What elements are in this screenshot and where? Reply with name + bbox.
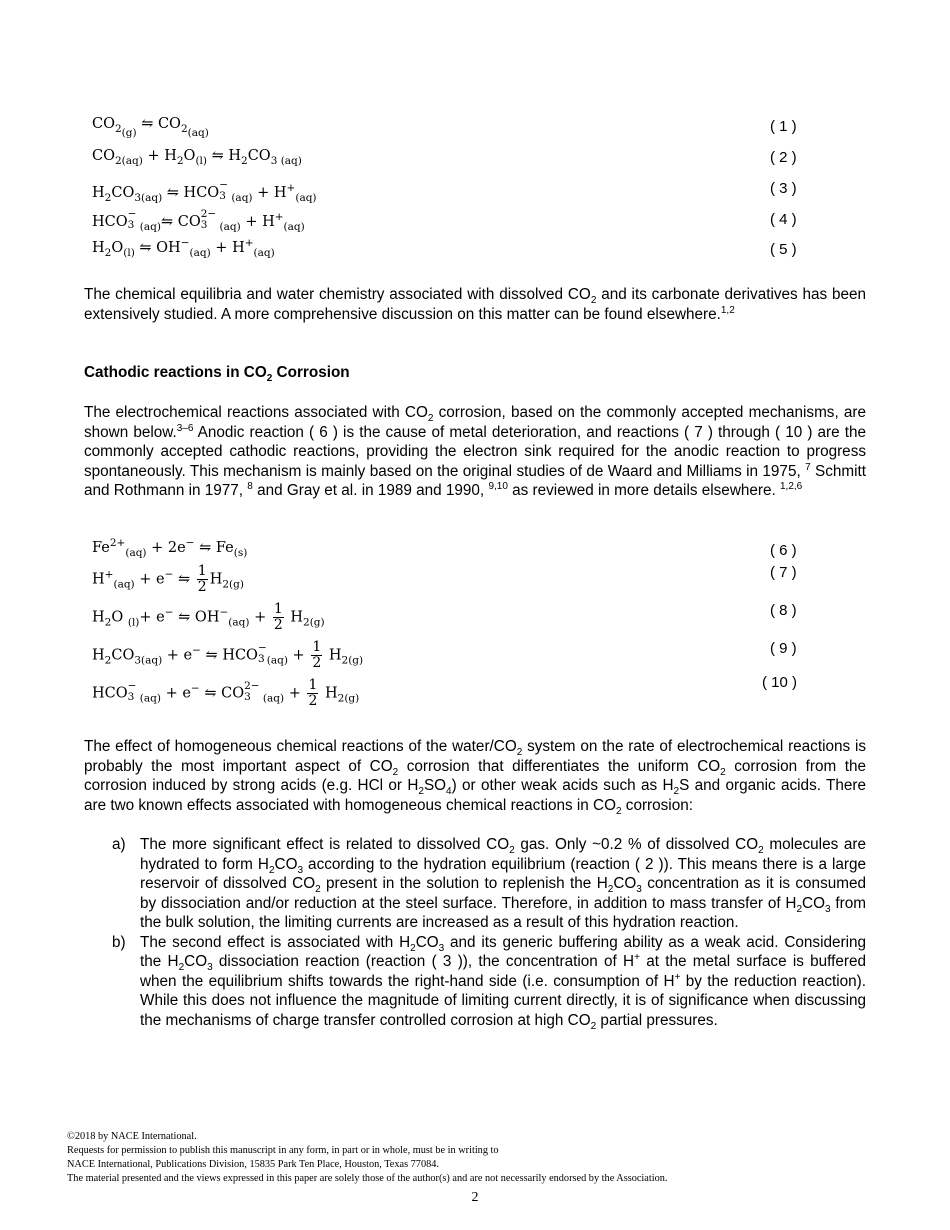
equation-4 (92, 209, 812, 240)
equation-formula: $H^+_{(aq)} + e^-$ ⇋ $\frac{1}{2}$ $H_{2(g)}$ (92, 563, 244, 595)
footer-line: NACE International, Publications Division, 15835 Park Ten Place, Houston, Texas 77084. (67, 1159, 439, 1170)
equation-formula: $H_2O_{(l)}$ ⇋ $OH^-_{(aq)} + H^+_{(aq)}$ (92, 237, 275, 259)
equation-number: ( 7 ) (770, 564, 797, 581)
list-item-b: b) The second effect is associated with $H_2CO_3$ and its generic buffering ability as a weak acid. Considering the $H_2CO_3$ dissociation reaction (reaction ( 3 )), the concentration of H+ at the metal surface is buffered when the equilibrium shifts towards the right-hand side (i.e. consumption of H+ by the reduction reaction). While this does not influence the magnitude of limiting current directly, it is of significance when discussing the mechanisms of charge transfer controlled corrosion at high $CO_2$ partial pressures. (112, 933, 867, 1032)
equation-2 (92, 147, 812, 178)
footer-line: Requests for permission to publish this manuscript in any form, in part or in whole, must be in writing to (67, 1145, 499, 1156)
equation-formula: $H_2O$ $_{(l)}$+ e− ⇋ $OH^-_{(aq)}$ + $\frac{1}{2}$ $H_{2(g)}$ (92, 601, 325, 633)
footer-line: ©2018 by NACE International. (67, 1131, 197, 1142)
list-item-a: a) The more significant effect is related to dissolved $CO_2$ gas. Only ~0.2 % of dissolved $CO_2$ molecules are hydrated to form $H_2CO_3$ according to the hydration equilibrium (reaction ( 2 )). This means there is a large reservoir of dissolved $CO_2$ present in the solution to replenish the $H_2CO_3$ concentration as it is consumed by dissociation and/or reduction at the steel surface. Therefore, in addition to mass transfer of $H_2CO_3$ from the bulk solution, the limiting currents are increased as a result of this hydration reaction. (112, 836, 867, 931)
list-marker: a) (112, 836, 126, 853)
equation-formula: $Fe^{2+}_{(aq)} + 2e^-$ ⇋ $Fe_{(s)}$ (92, 537, 248, 559)
equation-formula: HCO − 3 $_{(aq)}$ + e− ⇋ CO 2− 3 $_{(aq)}$ + $\frac{1}{2}$ $H_{2(g)}$ (92, 677, 360, 709)
equation-formula: $H_2CO_{3(aq)}$ ⇋ HCO − 3 $_{(aq)} + H^+_{(aq)}$ (92, 179, 317, 204)
effects-list (84, 835, 866, 1030)
equation-6 (92, 537, 812, 564)
equation-number: ( 9 ) (770, 640, 797, 657)
equation-1 (92, 116, 812, 147)
equation-9 (92, 640, 812, 678)
paragraph-electrochemical-reactions: The electrochemical reactions associated with $CO_2$ corrosion, based on the commonly accepted mechanisms, are shown below.$^{3-6}$ Anodic reaction ( 6 ) is the cause of metal deterioration, and reactions ( 7 ) through ( 10 ) are the commonly accepted cathodic reactions, providing the electron sink required for the anodic reaction to progress spontaneously. This mechanism is mainly based on the original studies of de Waard and Milliams in 1975, $^7$ Schmitt and Rothmann in 1977, $^8$ and Gray et al. in 1989 and 1990, $^{9,10}$ as reviewed in more details elsewhere. $^{1,2,6}$ (84, 404, 867, 499)
equation-8 (92, 602, 812, 640)
page-number: 2 (471, 1190, 479, 1205)
list-marker: b) (112, 933, 126, 951)
equation-number: ( 3 ) (770, 180, 797, 197)
footer-line: The material presented and the views expressed in this paper are solely those of the author(s) and are not necessarily endorsed by the Association. (67, 1173, 668, 1184)
equation-number: ( 6 ) (770, 542, 797, 559)
equation-formula: $H_2CO_{3(aq)} + e^-$ ⇋ HCO − 3 $_{(aq)}$ + $\frac{1}{2}$ $H_{2(g)}$ (92, 639, 364, 671)
equation-number: ( 10 ) (762, 674, 798, 691)
copyright-footer (67, 1130, 887, 1186)
section-heading: Cathodic reactions in $CO_2$ Corrosion (84, 364, 350, 384)
equations-bottom (92, 537, 812, 716)
equations-top (92, 116, 812, 271)
equation-formula: $CO_{2_{(g)}}$ ⇋ $CO_{2_{(aq)}}$ (92, 116, 209, 139)
paragraph-carbonate-equilibria: The chemical equilibria and water chemistry associated with dissolved $CO_2$ and its carbonate derivatives has been extensively studied. A more comprehensive discussion on this matter can be found elsewhere.$^{1,2}$ (84, 286, 866, 323)
equation-number: ( 5 ) (770, 241, 797, 258)
equation-5 (92, 237, 812, 271)
equation-10 (92, 674, 812, 716)
paragraph-homogeneous-reactions: The effect of homogeneous chemical reactions of the water/$CO_2$ system on the rate of electrochemical reactions is probably the most important aspect of $CO_2$ corrosion that differentiates the uniform $CO_2$ corrosion from the corrosion induced by strong acids (e.g. HCl or $H_2SO_4$) or other weak acids such as $H_2S$ and organic acids. There are two known effects associated with homogeneous chemical reactions in $CO_2$ corrosion: (84, 738, 866, 817)
equation-number: ( 8 ) (770, 602, 797, 619)
equation-number: ( 1 ) (770, 118, 797, 135)
equation-7 (92, 564, 812, 602)
equation-formula: $CO_{2(aq)} + H_2O_{(l)}$ ⇋ $H_2CO_{3 (aq)}$ (92, 148, 302, 167)
equation-number: ( 4 ) (770, 211, 797, 228)
equation-formula: HCO − 3 $_{(aq)}$⇋ CO 2− 3 $_{(aq)} + H^+_{(aq)}$ (92, 208, 305, 233)
equation-number: ( 2 ) (770, 149, 797, 166)
equation-3 (92, 178, 812, 209)
